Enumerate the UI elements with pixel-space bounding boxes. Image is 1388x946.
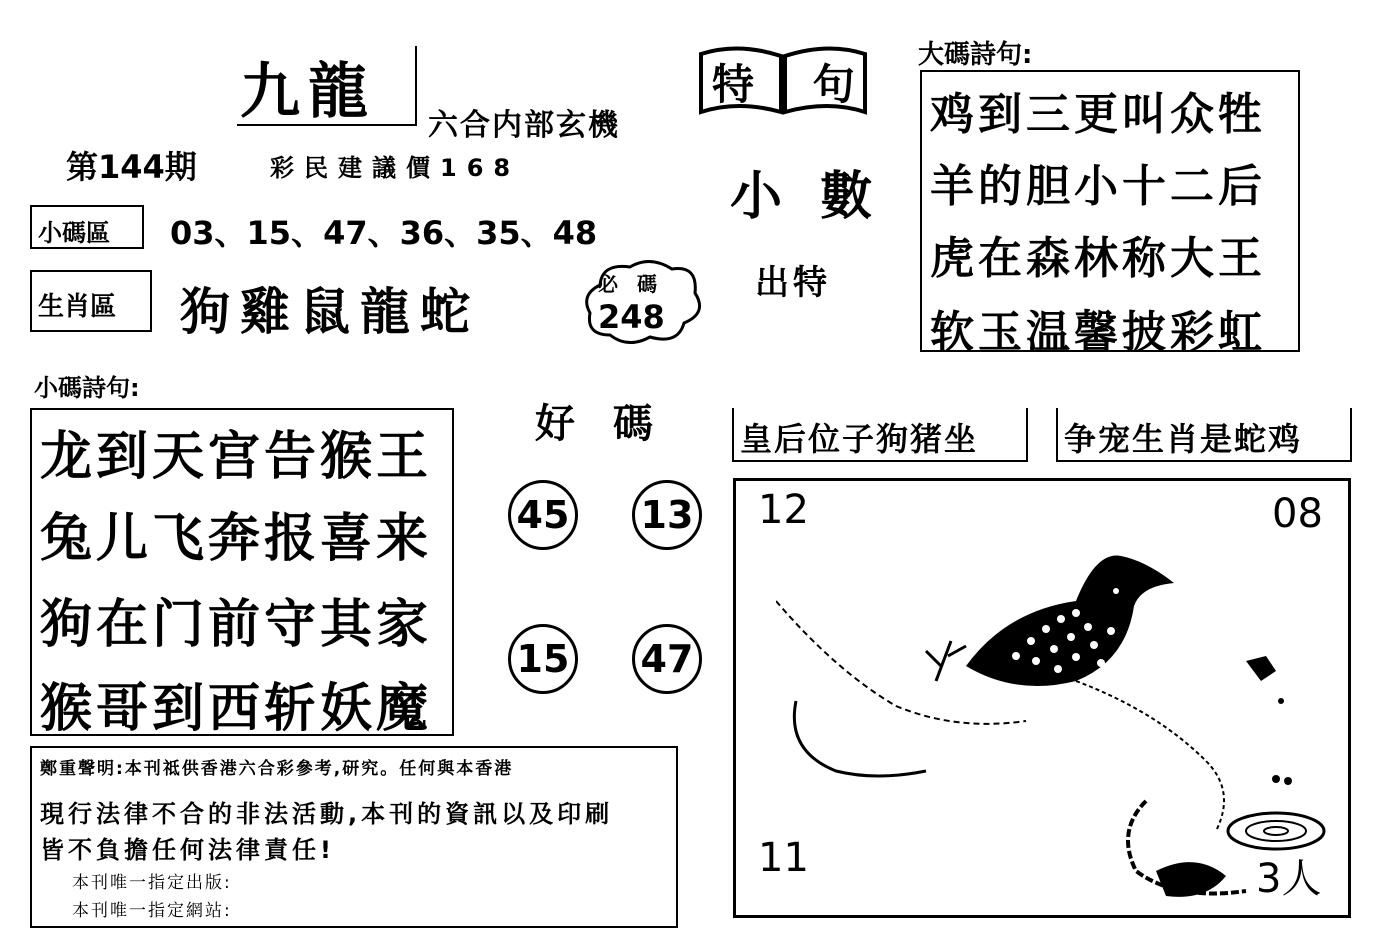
phrase-1: 皇后位子狗猪坐 — [740, 420, 979, 458]
small-poem-line-2: 兔儿飞奔报喜来 — [40, 509, 433, 569]
disclaimer-line-3: 皆不負擔任何法律責任! — [40, 836, 335, 864]
big-poem-line-1: 鸡到三更叫众牲 — [930, 89, 1266, 140]
big-poem-line-3: 虎在森林称大王 — [930, 233, 1266, 284]
picture-frame — [733, 478, 1351, 918]
cloud-label: 必 碼 — [598, 272, 663, 296]
small-poem-line-1: 龙到天宫告猴王 — [40, 427, 433, 487]
price-text: 彩民建議價168 — [270, 154, 521, 182]
good-code-circle-2: 13 — [632, 480, 702, 550]
subtitle: 六合内部玄機 — [428, 108, 620, 143]
small-code-label-box — [30, 205, 144, 249]
special-sub: 出特 — [755, 263, 831, 303]
zodiac-animals: 狗雞鼠龍蛇 — [180, 283, 480, 341]
good-code-circle-1: 45 — [508, 480, 578, 550]
small-poem-title: 小碼詩句: — [34, 374, 140, 402]
good-code-circle-4: 47 — [632, 624, 702, 694]
disclaimer-box — [30, 746, 678, 928]
phrase-box-2 — [1056, 408, 1352, 462]
zodiac-label-box — [30, 270, 152, 332]
small-code-label: 小碼區 — [38, 219, 110, 247]
phrase-2: 争宠生肖是蛇鸡 — [1064, 420, 1303, 458]
big-poem-line-2: 羊的胆小十二后 — [930, 161, 1266, 212]
disclaimer-line-1: 鄭重聲明:本刊祗供香港六合彩參考,研究。任何與本香港 — [40, 759, 514, 779]
good-code-circle-3: 15 — [508, 624, 578, 694]
bird-illustration — [776, 531, 1336, 911]
picture-number-top-left: 12 — [758, 487, 809, 533]
picture-number-bottom-right: 3人 — [1256, 856, 1322, 902]
disclaimer-line-5: 本刊唯一指定網站: — [72, 901, 232, 921]
phrase-box-1 — [732, 408, 1028, 462]
picture-number-bottom-left: 11 — [758, 835, 809, 881]
picture-number-top-right: 08 — [1272, 491, 1323, 537]
disclaimer-line-4: 本刊唯一指定出版: — [72, 873, 232, 893]
big-poem-line-4: 软玉温馨披彩虹 — [930, 307, 1266, 358]
disclaimer-line-2: 現行法律不合的非法活動,本刊的資訊以及印刷 — [40, 800, 614, 828]
cloud-number: 248 — [598, 298, 665, 336]
page-title: 九龍 — [240, 57, 376, 127]
small-poem-line-4: 猴哥到西斩妖魔 — [40, 679, 433, 739]
good-code-label: 好 碼 — [535, 401, 665, 447]
special-main: 小 數 — [730, 167, 883, 227]
big-poem-title: 大碼詩句: — [918, 40, 1033, 70]
zodiac-label: 生肖區 — [38, 292, 117, 322]
special-label: 特 句 — [712, 60, 877, 109]
issue-number: 第144期 — [66, 148, 197, 186]
small-code-numbers: 03、15、47、36、35、48 — [170, 214, 598, 252]
small-poem-line-3: 狗在门前守其家 — [40, 595, 433, 655]
